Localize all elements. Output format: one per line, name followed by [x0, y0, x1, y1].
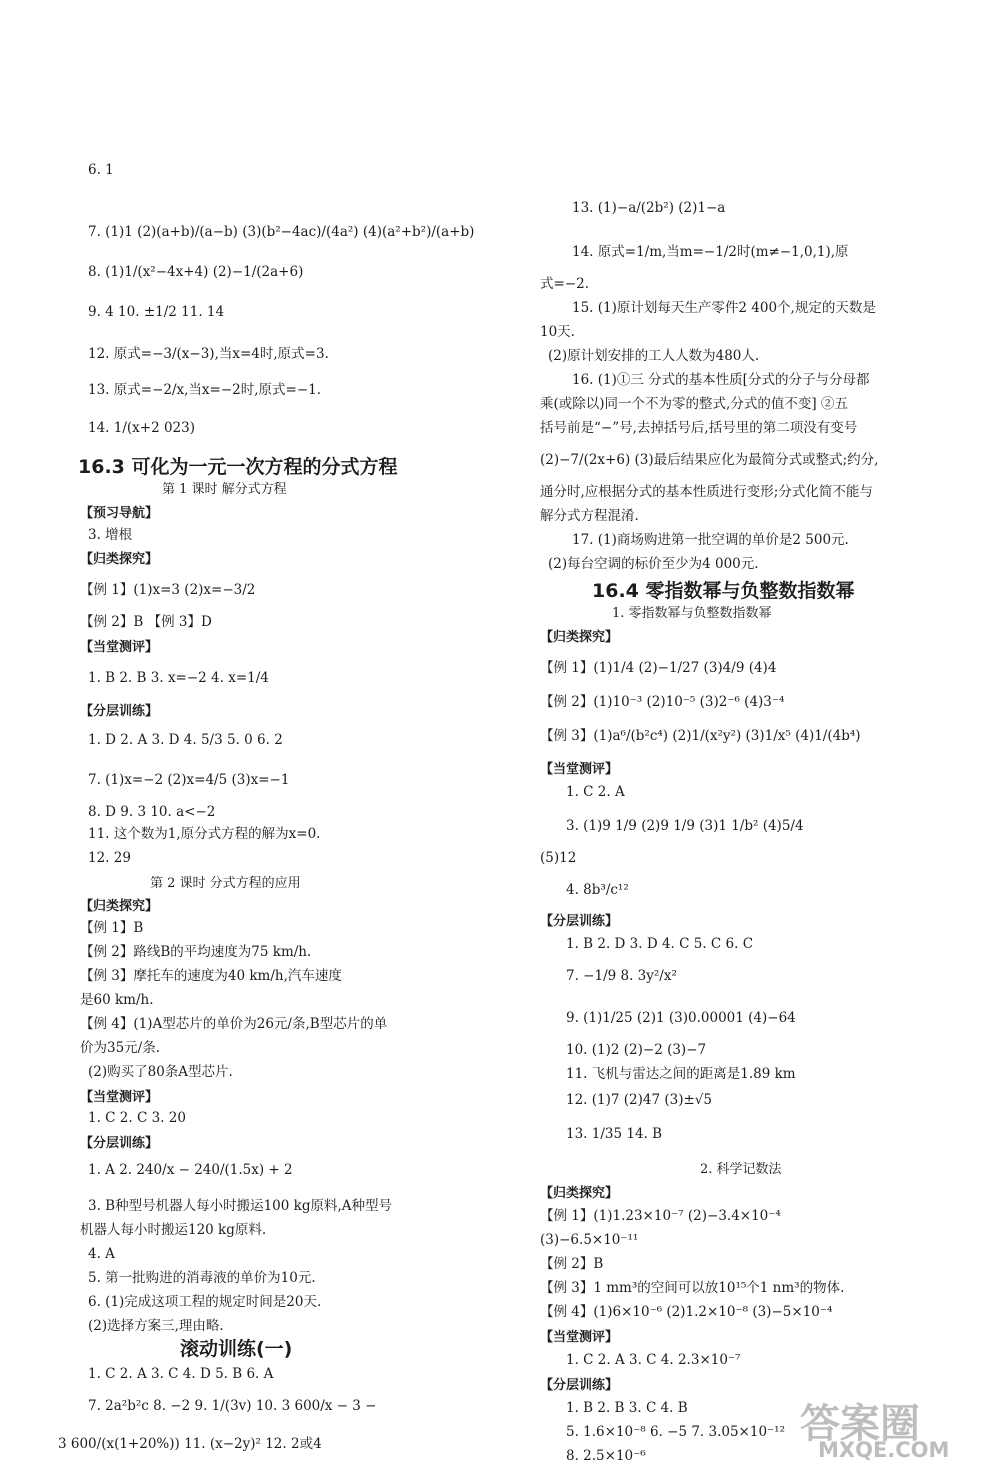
- answer-line: 1. D 2. A 3. D 4. 5/3 5. 0 6. 2: [88, 732, 283, 748]
- section-tag: 【分层训练】: [540, 914, 619, 929]
- answer-line: (2)−7/(2x+6) (3)最后结果应化为最简分式或整式;约分,: [540, 452, 879, 468]
- answer-line: 4. 8b³/c¹²: [566, 882, 629, 898]
- section-tag: 【分层训练】: [80, 1136, 159, 1151]
- answer-line: (5)12: [540, 850, 577, 866]
- answer-line: 1. C 2. A: [566, 784, 625, 800]
- answer-line: 13. 1/35 14. B: [566, 1126, 663, 1142]
- answer-line: 8. (1)1/(x²−4x+4) (2)−1/(2a+6): [88, 264, 304, 280]
- answer-line: 3. 增根: [88, 527, 133, 543]
- answer-line: 3 600/(x(1+20%)) 11. (x−2y)² 12. 2或4: [58, 1436, 322, 1452]
- lesson-heading-1: 第 1 课时 解分式方程: [162, 482, 287, 497]
- answer-line: 10天.: [540, 324, 575, 340]
- answer-line: 6. 1: [88, 162, 114, 178]
- section-tag: 【分层训练】: [540, 1378, 619, 1393]
- answer-line: 17. (1)商场购进第一批空调的单价是2 500元.: [572, 532, 849, 548]
- rolling-training-heading: 滚动训练(一): [180, 1338, 293, 1360]
- answer-line: 9. (1)1/25 (2)1 (3)0.00001 (4)−64: [566, 1010, 796, 1026]
- answer-line: 机器人每小时搬运120 kg原料.: [80, 1222, 267, 1238]
- answer-line: 【例 3】1 mm³的空间可以放10¹⁵个1 nm³的物体.: [540, 1280, 845, 1296]
- answer-line: 7. 2a²b²c 8. −2 9. 1/(3v) 10. 3 600/x − 3 −: [88, 1398, 377, 1414]
- section-heading-16-3: 16.3 可化为一元一次方程的分式方程: [78, 456, 398, 478]
- answer-line: 5. 第一批购进的消毒液的单价为10元.: [88, 1270, 316, 1286]
- answer-line: 12. (1)7 (2)47 (3)±√5: [566, 1092, 712, 1108]
- answer-line: 【例 1】(1)1.23×10⁻⁷ (2)−3.4×10⁻⁴: [540, 1208, 781, 1224]
- section-tag: 【当堂测评】: [80, 640, 159, 655]
- answer-line: 括号前是“−”号,去掉括号后,括号里的第二项没有变号: [540, 420, 858, 436]
- answer-line: 11. 这个数为1,原分式方程的解为x=0.: [88, 826, 321, 842]
- answer-line: 【例 1】(1)1/4 (2)−1/27 (3)4/9 (4)4: [540, 660, 777, 676]
- answer-line: 解分式方程混淆.: [540, 508, 639, 524]
- answer-line: 8. 2.5×10⁻⁶: [566, 1448, 646, 1464]
- section-tag: 【当堂测评】: [540, 762, 619, 777]
- answer-line: 【例 1】B: [80, 920, 144, 936]
- answer-line: 1. C 2. A 3. C 4. 2.3×10⁻⁷: [566, 1352, 741, 1368]
- answer-line: 12. 原式=−3/(x−3),当x=4时,原式=3.: [88, 346, 329, 362]
- answer-line: (2)选择方案三,理由略.: [88, 1318, 224, 1334]
- answer-line: 是60 km/h.: [80, 992, 154, 1008]
- answer-line: (2)购买了80条A型芯片.: [88, 1064, 233, 1080]
- answer-line: 6. (1)完成这项工程的规定时间是20天.: [88, 1294, 322, 1310]
- answer-line: 【例 3】摩托车的速度为40 km/h,汽车速度: [80, 968, 342, 984]
- answer-line: 式=−2.: [540, 276, 590, 292]
- answer-line: 13. 原式=−2/x,当x=−2时,原式=−1.: [88, 382, 322, 398]
- section-tag: 【归类探究】: [540, 1186, 619, 1201]
- subsection-heading-1: 1. 零指数幂与负整数指数幂: [612, 606, 772, 621]
- answer-line: 通分时,应根据分式的基本性质进行变形;分式化简不能与: [540, 484, 873, 500]
- answer-line: 1. B 2. D 3. D 4. C 5. C 6. C: [566, 936, 754, 952]
- answer-line: 乘(或除以)同一个不为零的整式,分式的值不变] ②五: [540, 396, 848, 412]
- section-tag: 【预习导航】: [80, 506, 159, 521]
- section-tag: 【当堂测评】: [540, 1330, 619, 1345]
- answer-line: 10. (1)2 (2)−2 (3)−7: [566, 1042, 707, 1058]
- answer-line: 1. B 2. B 3. x=−2 4. x=1/4: [88, 670, 269, 686]
- answer-line: 7. (1)x=−2 (2)x=4/5 (3)x=−1: [88, 772, 290, 788]
- answer-line: 8. D 9. 3 10. a<−2: [88, 804, 216, 820]
- answer-line: 【例 2】B 【例 3】D: [80, 614, 212, 630]
- answer-line: 【例 1】(1)x=3 (2)x=−3/2: [80, 582, 256, 598]
- answer-line: 7. −1/9 8. 3y²/x²: [566, 968, 677, 984]
- watermark-site: MXQE.COM: [818, 1438, 950, 1462]
- answer-line: (2)原计划安排的工人人数为480人.: [548, 348, 760, 364]
- lesson-heading-2: 第 2 课时 分式方程的应用: [150, 876, 301, 891]
- answer-line: 12. 29: [88, 850, 131, 866]
- answer-line: 5. 1.6×10⁻⁸ 6. −5 7. 3.05×10⁻¹²: [566, 1424, 785, 1440]
- answer-line: 16. (1)①三 分式的基本性质[分式的分子与分母都: [572, 372, 870, 388]
- answer-line: 4. A: [88, 1246, 115, 1262]
- answer-line: 【例 4】(1)6×10⁻⁶ (2)1.2×10⁻⁸ (3)−5×10⁻⁴: [540, 1304, 833, 1320]
- answer-line: 【例 2】B: [540, 1256, 604, 1272]
- answer-line: 7. (1)1 (2)(a+b)/(a−b) (3)(b²−4ac)/(4a²) (4)(a²+b²)/(a+b): [88, 224, 475, 240]
- section-tag: 【归类探究】: [80, 552, 159, 567]
- answer-line: 【例 4】(1)A型芯片的单价为26元/条,B型芯片的单: [80, 1016, 388, 1032]
- answer-line: 【例 3】(1)a⁶/(b²c⁴) (2)1/(x²y²) (3)1/x⁵ (4)1/(4b⁴): [540, 728, 861, 744]
- answer-line: 1. B 2. B 3. C 4. B: [566, 1400, 688, 1416]
- section-heading-16-4: 16.4 零指数幂与负整数指数幂: [592, 580, 855, 602]
- answer-line: 14. 1/(x+2 023): [88, 420, 196, 436]
- section-tag: 【归类探究】: [80, 899, 159, 914]
- answer-line: 11. 飞机与雷达之间的距离是1.89 km: [566, 1066, 796, 1082]
- answer-line: (2)每台空调的标价至少为4 000元.: [548, 556, 759, 572]
- section-tag: 【当堂测评】: [80, 1090, 159, 1105]
- answer-line: 1. C 2. C 3. 20: [88, 1110, 186, 1126]
- answer-line: 1. C 2. A 3. C 4. D 5. B 6. A: [88, 1366, 274, 1382]
- section-tag: 【归类探究】: [540, 630, 619, 645]
- answer-line: 13. (1)−a/(2b²) (2)1−a: [572, 200, 726, 216]
- answer-line: 15. (1)原计划每天生产零件2 400个,规定的天数是: [572, 300, 876, 316]
- answer-line: 9. 4 10. ±1/2 11. 14: [88, 304, 225, 320]
- answer-line: 【例 2】路线B的平均速度为75 km/h.: [80, 944, 312, 960]
- answer-line: 【例 2】(1)10⁻³ (2)10⁻⁵ (3)2⁻⁶ (4)3⁻⁴: [540, 694, 785, 710]
- watermark-logo: 答案圈: [800, 1401, 920, 1447]
- answer-line: 3. B种型号机器人每小时搬运100 kg原料,A种型号: [88, 1198, 393, 1214]
- answer-line: 1. A 2. 240/x − 240/(1.5x) + 2: [88, 1162, 293, 1178]
- answer-line: 价为35元/条.: [80, 1040, 161, 1056]
- subsection-heading-2: 2. 科学记数法: [700, 1162, 782, 1177]
- answer-line: 3. (1)9 1/9 (2)9 1/9 (3)1 1/b² (4)5/4: [566, 818, 804, 834]
- answer-line: 14. 原式=1/m,当m=−1/2时(m≠−1,0,1),原: [572, 244, 849, 260]
- answer-line: (3)−6.5×10⁻¹¹: [540, 1232, 639, 1248]
- section-tag: 【分层训练】: [80, 704, 159, 719]
